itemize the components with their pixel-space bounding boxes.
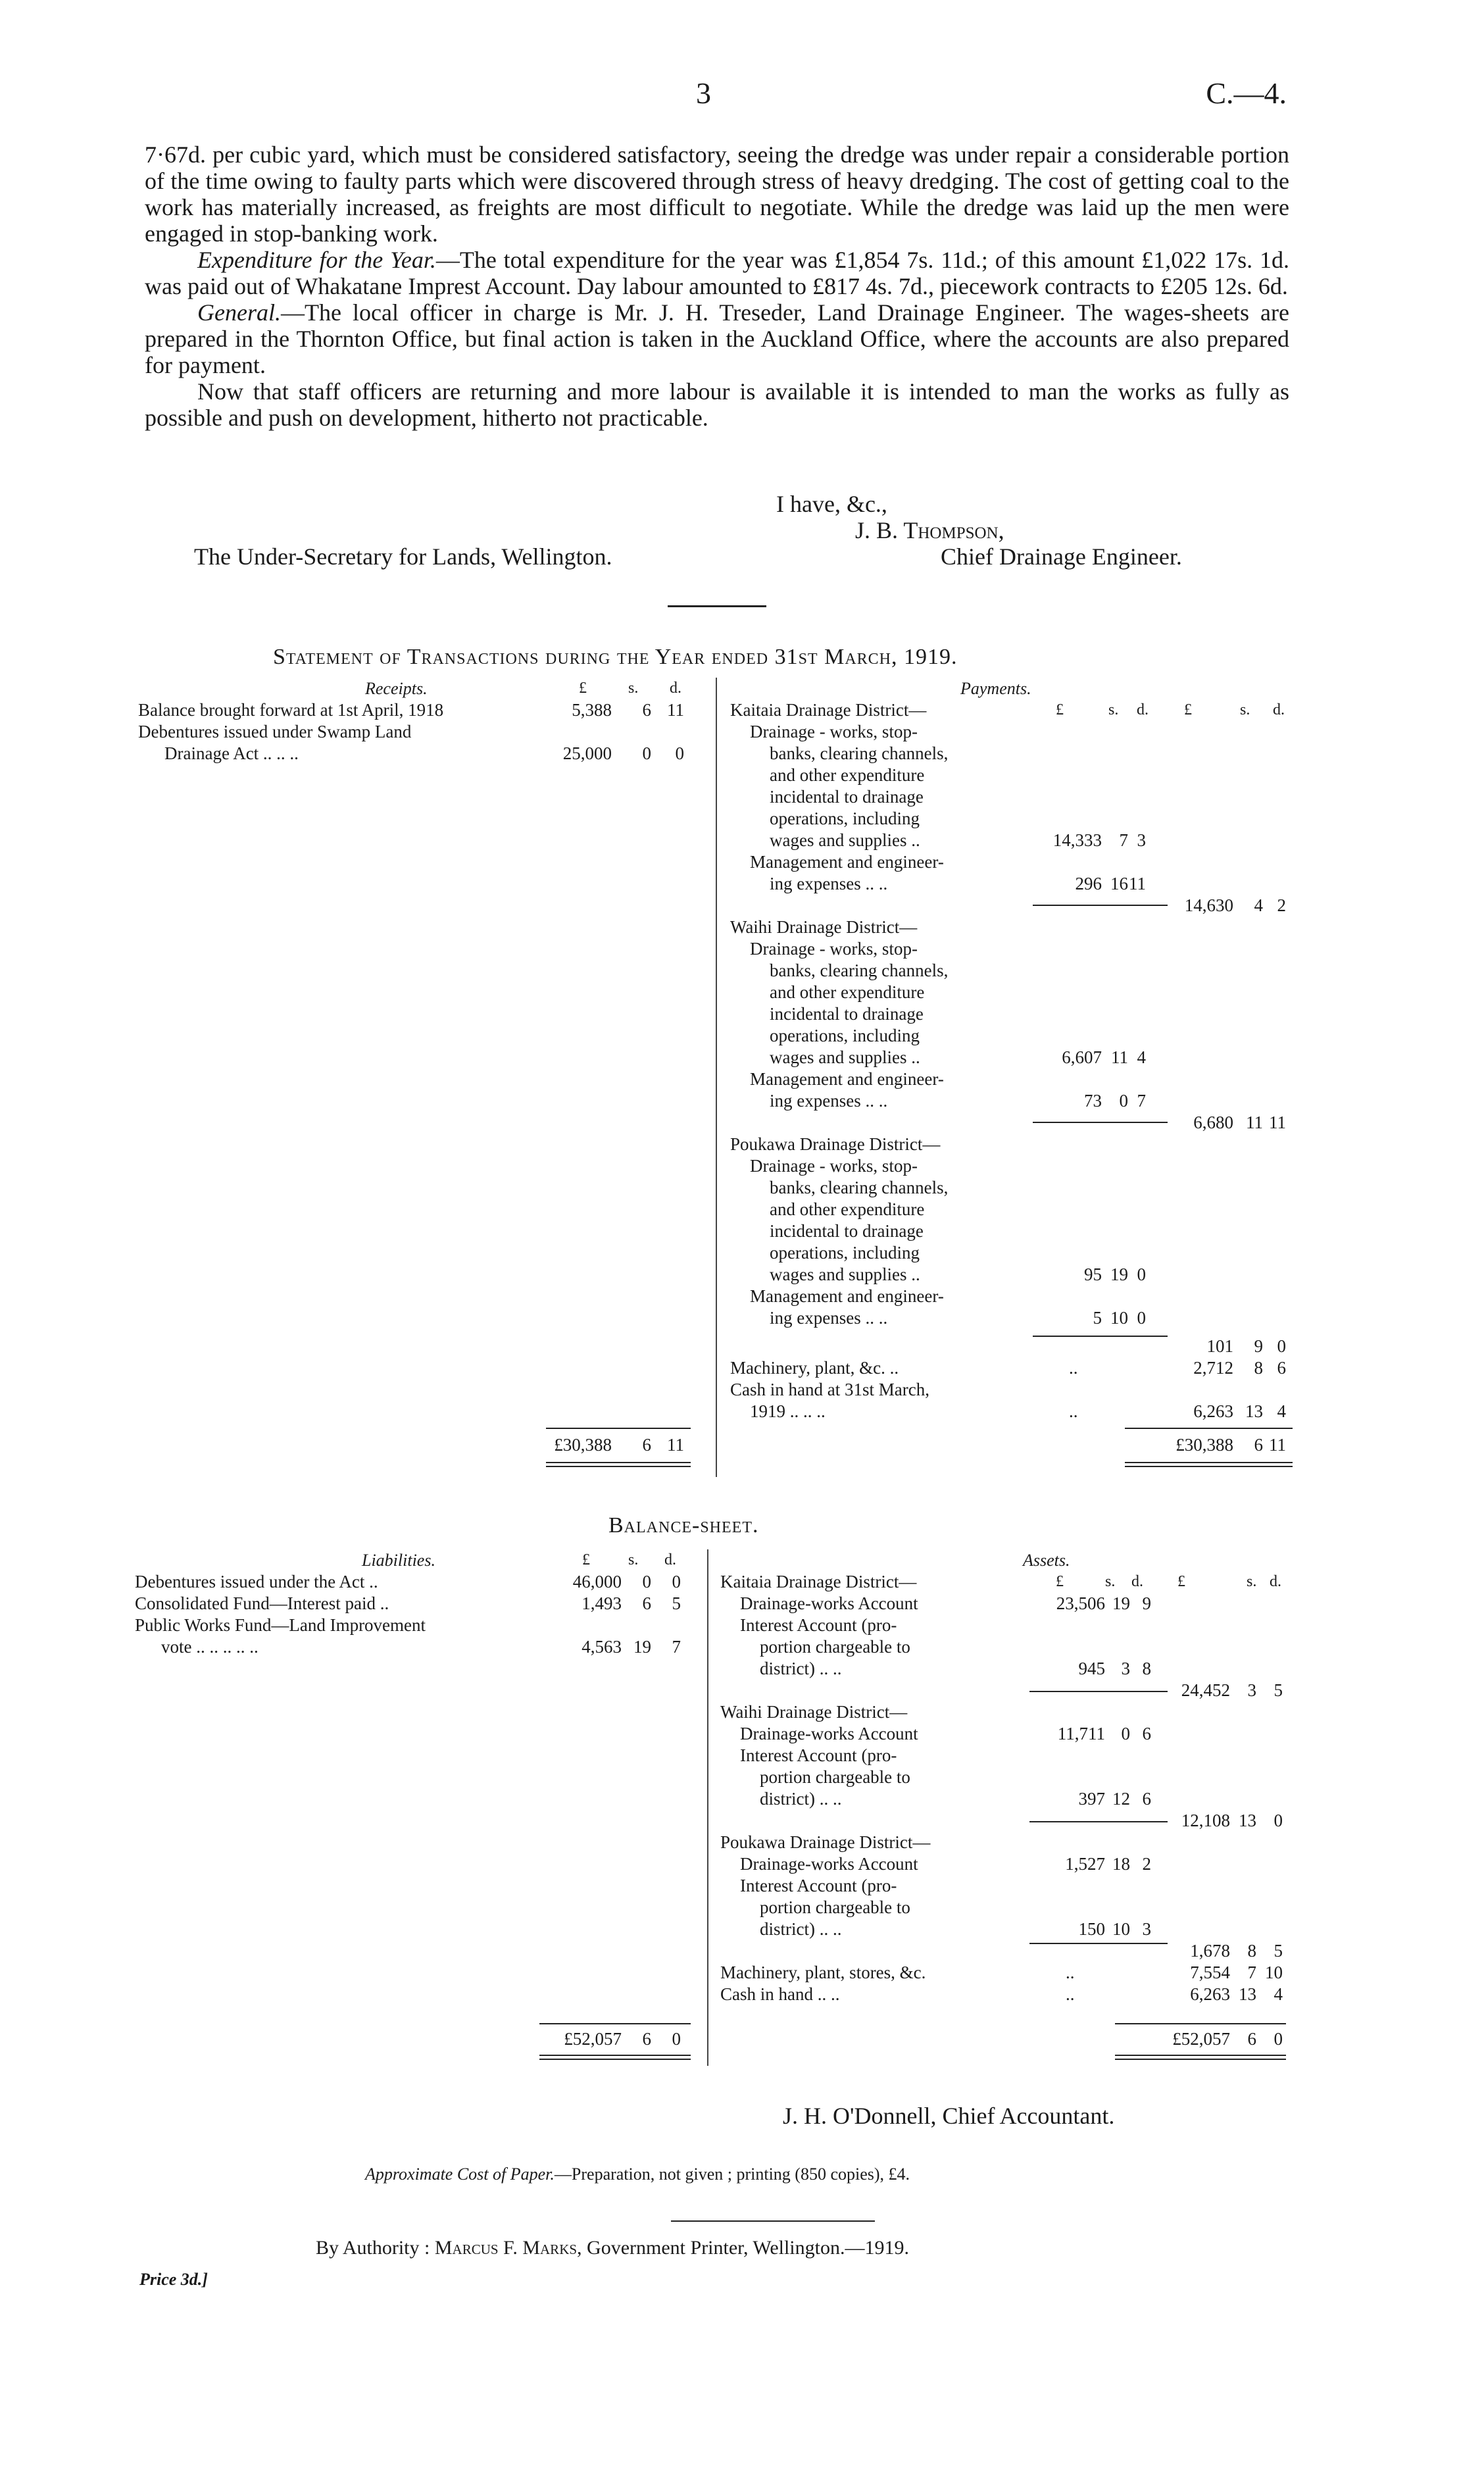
poukawa-interest-2: portion chargeable to xyxy=(760,1897,910,1917)
payments-total-l: £30,388 xyxy=(1175,1435,1233,1455)
liability-l-vote: 4,563 xyxy=(581,1637,622,1657)
waihi-assets-subtotal-rule xyxy=(1029,1821,1168,1822)
kaitaia-interest-s: 3 xyxy=(1121,1659,1130,1678)
poukawa-works-d: 0 xyxy=(1137,1265,1146,1284)
liabilities-shilling-header: s. xyxy=(628,1551,639,1568)
signer-title: Chief Drainage Engineer. xyxy=(941,543,1182,570)
paragraph-dredge: 7·67d. per cubic yard, which must be considered satisfactory, seeing the dredge was under repair a considerable portion of the time owing to faulty parts which were discovered through stress of heavy dredging. The cost of getting coal to the work has materially increased, as freights are most difficult to negotiate. While the dredge was laid up the men were engaged in stop-banking work. xyxy=(145,141,1289,247)
statement-title: Statement of Transactions during the Year ended 31st March, 1919. xyxy=(273,645,958,669)
poukawa-total-d: 0 xyxy=(1277,1336,1286,1356)
payments-cash-d: 4 xyxy=(1277,1401,1286,1421)
paragraph-general xyxy=(145,299,1289,378)
poukawa-payments-heading: Poukawa Drainage District— xyxy=(730,1134,941,1154)
waihi-line-1: Drainage - works, stop- xyxy=(750,939,918,959)
poukawa-assets-subtotal-rule xyxy=(1029,1943,1168,1944)
payments-shilling-header-2: s. xyxy=(1240,701,1250,718)
waihi-works-account-d: 6 xyxy=(1142,1724,1151,1743)
liability-s-consolidated: 6 xyxy=(642,1593,651,1613)
poukawa-assets-total-s: 8 xyxy=(1247,1941,1256,1961)
waihi-works-s: 11 xyxy=(1111,1047,1128,1067)
waihi-mgmt-l: 73 xyxy=(1084,1091,1102,1111)
liability-label-vote: vote .. .. .. .. .. xyxy=(161,1637,259,1657)
receipt-label-debentures: Debentures issued under Swamp Land xyxy=(138,722,412,741)
poukawa-interest-l: 150 xyxy=(1078,1919,1105,1939)
kaitaia-interest-1: Interest Account (pro- xyxy=(740,1615,897,1635)
assets-cash-label: Cash in hand .. .. xyxy=(720,1984,840,2004)
waihi-works-account-label: Drainage-works Account xyxy=(740,1724,918,1743)
section-divider xyxy=(668,605,766,607)
assets-column xyxy=(714,1549,1302,2066)
liability-s-debentures: 0 xyxy=(642,1572,651,1591)
closing: I have, &c., xyxy=(776,491,887,517)
poukawa-interest-3: district) .. .. xyxy=(760,1919,842,1939)
assets-pence-header-1: d. xyxy=(1131,1573,1143,1590)
kaitaia-total-l: 14,630 xyxy=(1184,895,1233,915)
assets-total-s: 6 xyxy=(1247,2029,1256,2049)
assets-heading: Assets. xyxy=(1023,1551,1070,1570)
poukawa-assets-total-l: 1,678 xyxy=(1190,1941,1230,1961)
statement-divider xyxy=(716,678,717,1477)
waihi-mgmt-2: ing expenses .. .. xyxy=(770,1091,888,1111)
assets-cash-l: 6,263 xyxy=(1190,1984,1230,2004)
poukawa-subtotal-rule xyxy=(1033,1336,1168,1337)
payments-cash-s: 13 xyxy=(1245,1401,1263,1421)
liability-l-debentures: 46,000 xyxy=(572,1572,622,1591)
waihi-works-d: 4 xyxy=(1137,1047,1146,1067)
printer-name: Marcus F. Marks, xyxy=(434,2237,582,2259)
assets-machinery-s: 7 xyxy=(1247,1963,1256,1982)
waihi-works-l: 6,607 xyxy=(1062,1047,1102,1067)
receipt-d-debentures: 0 xyxy=(675,743,684,763)
receipt-l-balance: 5,388 xyxy=(572,700,612,720)
expenditure-heading: Expenditure for the Year. xyxy=(197,247,436,273)
kaitaia-works-l: 14,333 xyxy=(1052,830,1102,850)
footer-divider xyxy=(671,2220,875,2222)
waihi-line-6: wages and supplies .. xyxy=(770,1047,920,1067)
paragraph-staff: Now that staff officers are returning and more labour is available it is intended to man the works as fully as possible and push on development, hitherto not practicable. xyxy=(145,378,1289,431)
payments-pence-header-1: d. xyxy=(1137,701,1149,718)
poukawa-line-5: operations, including xyxy=(770,1243,920,1263)
kaitaia-line-5: operations, including xyxy=(770,809,920,828)
poukawa-mgmt-d: 0 xyxy=(1137,1308,1146,1328)
kaitaia-total-d: 2 xyxy=(1277,895,1286,915)
waihi-payments-heading: Waihi Drainage District— xyxy=(730,917,918,937)
payments-cash-l: 6,263 xyxy=(1193,1401,1233,1421)
poukawa-assets-total-d: 5 xyxy=(1274,1941,1283,1961)
page-number: 3 xyxy=(696,76,711,110)
poukawa-works-account-d: 2 xyxy=(1142,1854,1151,1874)
kaitaia-line-1: Drainage - works, stop- xyxy=(750,722,918,741)
receipts-heading: Receipts. xyxy=(365,679,428,698)
assets-total-double-rule xyxy=(1115,2055,1286,2060)
assets-total-l: £52,057 xyxy=(1172,2029,1230,2049)
payments-column xyxy=(724,678,1302,1477)
payments-cash-label-2: 1919 .. .. .. xyxy=(750,1401,826,1421)
poukawa-works-account-s: 18 xyxy=(1112,1854,1130,1874)
kaitaia-works-account-d: 9 xyxy=(1142,1593,1151,1613)
cost-of-paper-heading: Approximate Cost of Paper. xyxy=(365,2165,555,2184)
waihi-works-account-l: 11,711 xyxy=(1057,1724,1105,1743)
kaitaia-mgmt-l: 296 xyxy=(1075,874,1102,893)
payments-pence-header-2: d. xyxy=(1273,701,1285,718)
poukawa-works-s: 19 xyxy=(1110,1265,1128,1284)
poukawa-line-4: incidental to drainage xyxy=(770,1221,924,1241)
payments-machinery-l: 2,712 xyxy=(1193,1358,1233,1378)
receipts-total-l: £30,388 xyxy=(554,1435,612,1455)
poukawa-total-s: 9 xyxy=(1254,1336,1263,1356)
liabilities-pound-header: £ xyxy=(582,1551,590,1568)
assets-cash-dots: .. xyxy=(1066,1984,1075,2004)
poukawa-interest-1: Interest Account (pro- xyxy=(740,1876,897,1895)
receipt-l-debentures: 25,000 xyxy=(562,743,612,763)
assets-shilling-header-1: s. xyxy=(1105,1573,1116,1590)
kaitaia-interest-3: district) .. .. xyxy=(760,1659,842,1678)
assets-pence-header-2: d. xyxy=(1270,1573,1281,1590)
kaitaia-interest-l: 945 xyxy=(1078,1659,1105,1678)
poukawa-mgmt-2: ing expenses .. .. xyxy=(770,1308,888,1328)
expenditure-text: —The total expenditure for the year was £1,854 7s. 11d.; of this amount £1,022 17s. 1d. was paid out of Whakatane Imprest Account. Day labour amounted to £817 4s. 7d., piecework contracts to £205 12s. 6d. xyxy=(145,247,1289,299)
waihi-interest-3: district) .. .. xyxy=(760,1789,842,1809)
assets-machinery-d: 10 xyxy=(1265,1963,1283,1982)
payments-machinery-dots: .. xyxy=(1069,1358,1078,1378)
waihi-line-4: incidental to drainage xyxy=(770,1004,924,1024)
kaitaia-works-account-s: 19 xyxy=(1112,1593,1130,1613)
waihi-assets-heading: Waihi Drainage District— xyxy=(720,1702,908,1722)
kaitaia-works-account-l: 23,506 xyxy=(1056,1593,1105,1613)
liability-label-debentures: Debentures issued under the Act .. xyxy=(135,1572,378,1591)
kaitaia-line-3: and other expenditure xyxy=(770,765,925,785)
kaitaia-payments-heading: Kaitaia Drainage District— xyxy=(730,700,927,720)
balance-sheet-title: Balance-sheet. xyxy=(608,1513,759,1538)
kaitaia-works-account-label: Drainage-works Account xyxy=(740,1593,918,1613)
waihi-assets-total-d: 0 xyxy=(1274,1811,1283,1830)
poukawa-line-6: wages and supplies .. xyxy=(770,1265,920,1284)
balance-divider xyxy=(707,1549,708,2066)
receipts-pence-header: d. xyxy=(670,680,681,697)
paragraph-expenditure xyxy=(145,247,1289,299)
signer-name: J. B. Thompson, xyxy=(855,517,1004,543)
waihi-interest-1: Interest Account (pro- xyxy=(740,1745,897,1765)
waihi-line-5: operations, including xyxy=(770,1026,920,1045)
chief-accountant: J. H. O'Donnell, Chief Accountant. xyxy=(783,2103,1115,2129)
kaitaia-mgmt-1: Management and engineer- xyxy=(750,852,944,872)
poukawa-works-account-l: 1,527 xyxy=(1065,1854,1105,1874)
general-heading: General. xyxy=(197,299,281,326)
kaitaia-assets-total-l: 24,452 xyxy=(1181,1680,1230,1700)
payments-pound-header-1: £ xyxy=(1056,701,1064,718)
waihi-subtotal-rule xyxy=(1033,1122,1168,1123)
poukawa-line-2: banks, clearing channels, xyxy=(770,1178,949,1197)
poukawa-mgmt-1: Management and engineer- xyxy=(750,1286,944,1306)
assets-machinery-l: 7,554 xyxy=(1190,1963,1230,1982)
kaitaia-assets-subtotal-rule xyxy=(1029,1691,1168,1692)
poukawa-line-1: Drainage - works, stop- xyxy=(750,1156,918,1176)
waihi-interest-l: 397 xyxy=(1078,1789,1105,1809)
assets-total-d: 0 xyxy=(1274,2029,1283,2049)
printer-authority xyxy=(316,2237,909,2259)
payments-total-double-rule xyxy=(1125,1462,1293,1467)
kaitaia-line-4: incidental to drainage xyxy=(770,787,924,807)
waihi-interest-s: 12 xyxy=(1112,1789,1130,1809)
waihi-total-d: 11 xyxy=(1269,1113,1286,1132)
receipts-total-double-rule xyxy=(546,1462,691,1467)
kaitaia-line-6: wages and supplies .. xyxy=(770,830,920,850)
general-text: —The local officer in charge is Mr. J. H. Treseder, Land Drainage Engineer. The wages-sheets are prepared in the Thornton Office, but final action is taken in the Auckland Office, where the accounts are also prepared for payment. xyxy=(145,299,1289,378)
kaitaia-assets-total-s: 3 xyxy=(1247,1680,1256,1700)
waihi-interest-2: portion chargeable to xyxy=(760,1767,910,1787)
kaitaia-mgmt-d: 11 xyxy=(1129,874,1146,893)
payments-total-s: 6 xyxy=(1254,1435,1263,1455)
receipts-total-s: 6 xyxy=(642,1435,651,1455)
kaitaia-mgmt-2: ing expenses .. .. xyxy=(770,874,888,893)
receipts-pound-header: £ xyxy=(579,680,587,697)
liability-d-consolidated: 5 xyxy=(672,1593,681,1613)
kaitaia-line-2: banks, clearing channels, xyxy=(770,743,949,763)
authority-rest: Government Printer, Wellington.—1919. xyxy=(587,2237,909,2259)
assets-machinery-label: Machinery, plant, stores, &c. xyxy=(720,1963,926,1982)
kaitaia-assets-heading: Kaitaia Drainage District— xyxy=(720,1572,917,1591)
addressee: The Under-Secretary for Lands, Wellington. xyxy=(194,543,612,570)
receipts-column xyxy=(138,678,710,1477)
liabilities-column xyxy=(135,1549,704,2066)
waihi-mgmt-s: 0 xyxy=(1119,1091,1128,1111)
kaitaia-works-d: 3 xyxy=(1137,830,1146,850)
assets-pound-header-2: £ xyxy=(1177,1573,1185,1590)
assets-total-rule xyxy=(1115,2023,1286,2024)
liability-label-consolidated: Consolidated Fund—Interest paid .. xyxy=(135,1593,389,1613)
poukawa-interest-d: 3 xyxy=(1142,1919,1151,1939)
kaitaia-interest-d: 8 xyxy=(1142,1659,1151,1678)
kaitaia-assets-total-d: 5 xyxy=(1274,1680,1283,1700)
cost-of-paper-note xyxy=(365,2165,910,2184)
cost-of-paper-text: —Preparation, not given ; printing (850 copies), £4. xyxy=(554,2165,910,2184)
assets-shilling-header-2: s. xyxy=(1247,1573,1257,1590)
waihi-total-s: 11 xyxy=(1246,1113,1263,1132)
receipts-shilling-header: s. xyxy=(628,680,639,697)
liabilities-total-rule xyxy=(539,2023,691,2024)
price: Price 3d.] xyxy=(139,2270,208,2289)
receipts-total-rule xyxy=(546,1428,691,1429)
poukawa-interest-s: 10 xyxy=(1112,1919,1130,1939)
kaitaia-subtotal-rule xyxy=(1033,905,1168,906)
liability-label-public-works: Public Works Fund—Land Improvement xyxy=(135,1615,426,1635)
poukawa-assets-heading: Poukawa Drainage District— xyxy=(720,1832,931,1852)
waihi-total-l: 6,680 xyxy=(1193,1113,1233,1132)
assets-cash-d: 4 xyxy=(1274,1984,1283,2004)
liabilities-total-s: 6 xyxy=(642,2029,651,2049)
assets-pound-header-1: £ xyxy=(1056,1573,1064,1590)
payments-shilling-header-1: s. xyxy=(1108,701,1119,718)
receipt-label-balance: Balance brought forward at 1st April, 1918 xyxy=(138,700,444,720)
waihi-line-3: and other expenditure xyxy=(770,982,925,1002)
payments-machinery-label: Machinery, plant, &c. .. xyxy=(730,1358,899,1378)
liabilities-pence-header: d. xyxy=(664,1551,676,1568)
waihi-assets-total-l: 12,108 xyxy=(1181,1811,1230,1830)
poukawa-mgmt-s: 10 xyxy=(1110,1308,1128,1328)
liability-s-vote: 19 xyxy=(633,1637,651,1657)
receipts-total-d: 11 xyxy=(667,1435,684,1455)
liabilities-heading: Liabilities. xyxy=(362,1551,435,1570)
receipt-s-debentures: 0 xyxy=(642,743,651,763)
waihi-mgmt-d: 7 xyxy=(1137,1091,1146,1111)
payments-machinery-s: 8 xyxy=(1254,1358,1263,1378)
receipt-s-balance: 6 xyxy=(642,700,651,720)
liability-d-debentures: 0 xyxy=(672,1572,681,1591)
poukawa-works-l: 95 xyxy=(1084,1265,1102,1284)
liability-l-consolidated: 1,493 xyxy=(581,1593,622,1613)
assets-machinery-dots: .. xyxy=(1066,1963,1075,1982)
receipt-d-balance: 11 xyxy=(667,700,684,720)
kaitaia-interest-2: portion chargeable to xyxy=(760,1637,910,1657)
payments-cash-dots: .. xyxy=(1069,1401,1078,1421)
payments-machinery-d: 6 xyxy=(1277,1358,1286,1378)
document-code: C.—4. xyxy=(1206,76,1287,110)
poukawa-total-l: 101 xyxy=(1206,1336,1233,1356)
kaitaia-works-s: 7 xyxy=(1119,830,1128,850)
liabilities-total-double-rule xyxy=(539,2055,691,2060)
body-text xyxy=(145,141,1289,431)
payments-total-rule xyxy=(1125,1428,1293,1429)
waihi-works-account-s: 0 xyxy=(1121,1724,1130,1743)
liability-d-vote: 7 xyxy=(672,1637,681,1657)
authority-prefix: By Authority : xyxy=(316,2237,430,2259)
waihi-mgmt-1: Management and engineer- xyxy=(750,1069,944,1089)
poukawa-mgmt-l: 5 xyxy=(1093,1308,1102,1328)
liabilities-total-d: 0 xyxy=(672,2029,681,2049)
poukawa-line-3: and other expenditure xyxy=(770,1199,925,1219)
waihi-assets-total-s: 13 xyxy=(1239,1811,1256,1830)
payments-total-d: 11 xyxy=(1269,1435,1286,1455)
kaitaia-mgmt-s: 16 xyxy=(1110,874,1128,893)
assets-cash-s: 13 xyxy=(1239,1984,1256,2004)
waihi-interest-d: 6 xyxy=(1142,1789,1151,1809)
kaitaia-total-s: 4 xyxy=(1254,895,1263,915)
payments-cash-label-1: Cash in hand at 31st March, xyxy=(730,1380,929,1399)
poukawa-works-account-label: Drainage-works Account xyxy=(740,1854,918,1874)
payments-pound-header-2: £ xyxy=(1184,701,1192,718)
waihi-line-2: banks, clearing channels, xyxy=(770,961,949,980)
receipt-label-drainage-act: Drainage Act .. .. .. xyxy=(164,743,299,763)
liabilities-total-l: £52,057 xyxy=(564,2029,622,2049)
payments-heading: Payments. xyxy=(960,679,1031,698)
